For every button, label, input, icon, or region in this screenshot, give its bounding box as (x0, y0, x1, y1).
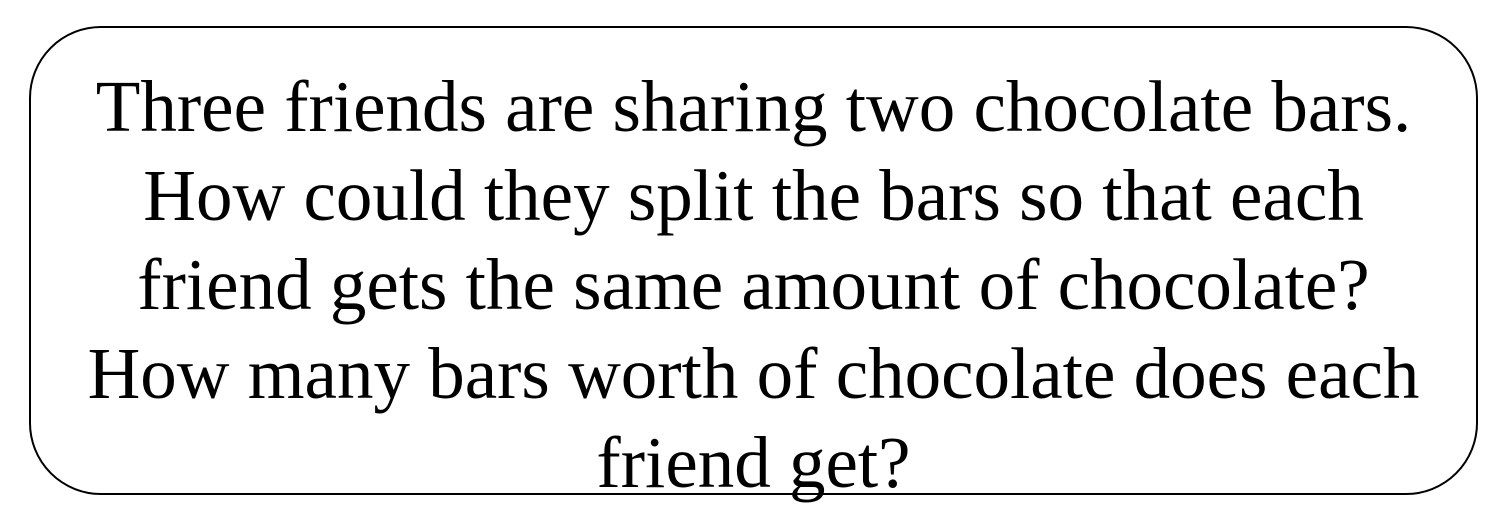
problem-card (29, 26, 1478, 503)
problem-line-1: Three friends are sharing two chocolate bars. (95, 66, 1412, 147)
problem-line-5: friend get? (596, 422, 911, 503)
problem-text (31, 62, 1476, 507)
problem-line-4: How many bars worth of chocolate does each (87, 333, 1420, 414)
problem-line-3: friend gets the same amount of chocolate? (137, 244, 1370, 325)
problem-line-2: How could they split the bars so that each (143, 155, 1364, 236)
